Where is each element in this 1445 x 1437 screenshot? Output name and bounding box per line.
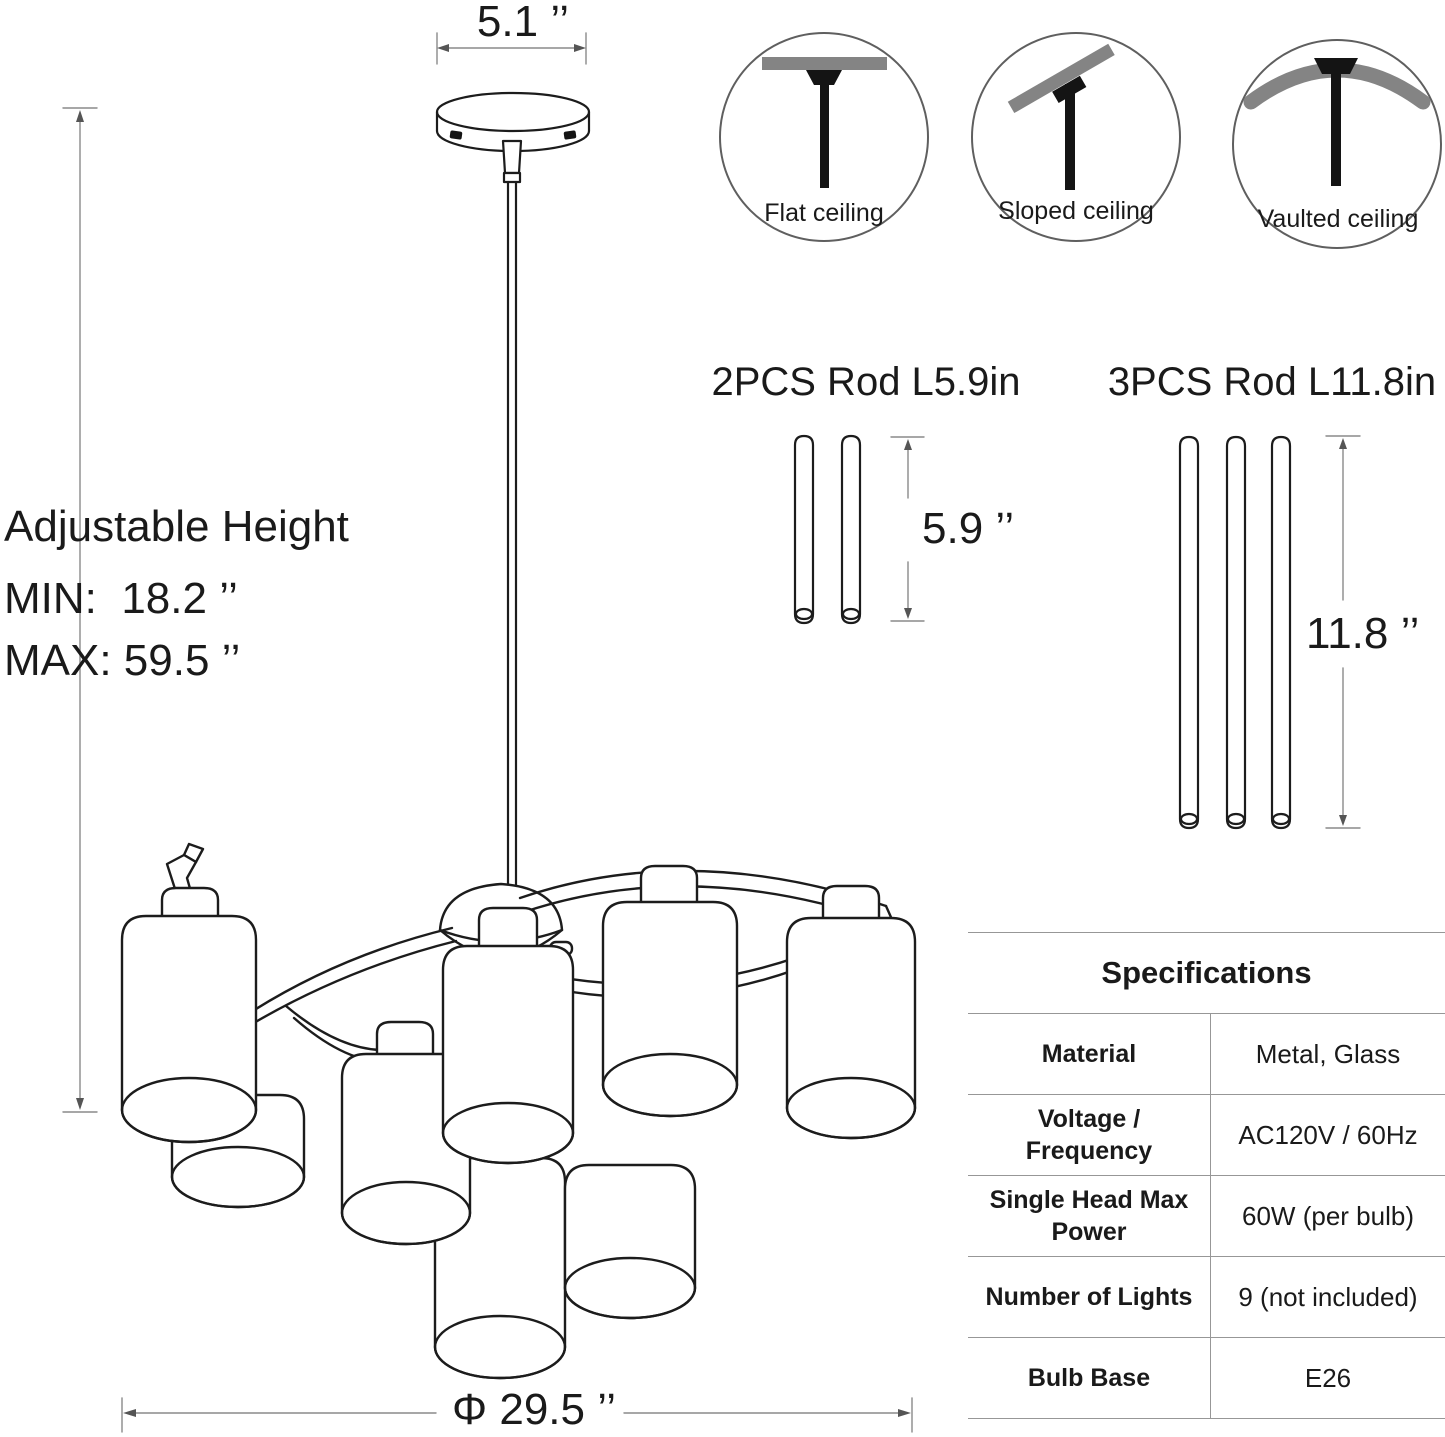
spec-label-material: Material xyxy=(968,1014,1211,1094)
shade-far-left xyxy=(122,844,256,1142)
diameter-label: Φ 29.5 ’’ xyxy=(452,1385,616,1434)
table-row xyxy=(968,1014,1445,1095)
table-row xyxy=(968,1257,1445,1338)
spec-value-voltage: AC120V / 60Hz xyxy=(1238,1119,1418,1150)
spec-label-number-of-lights: Number of Lights xyxy=(968,1257,1211,1337)
table-row xyxy=(968,1338,1445,1419)
specifications-table xyxy=(968,932,1445,1419)
shade-upper-right xyxy=(603,866,737,1116)
min-height-label: MIN: 18.2 ’’ xyxy=(4,574,238,623)
canopy-drawing xyxy=(437,93,589,182)
chandelier-drawing xyxy=(122,844,915,1378)
spec-value-number-of-lights: 9 (not included) xyxy=(1238,1281,1418,1312)
table-row xyxy=(968,1095,1445,1176)
spec-label-bulb-base: Bulb Base xyxy=(968,1338,1211,1418)
spec-label-voltage: Voltage / Frequency xyxy=(968,1095,1211,1175)
flat-ceiling-label: Flat ceiling xyxy=(764,199,884,227)
spec-value-bulb-base: E26 xyxy=(1304,1362,1352,1393)
rod-short-dimension xyxy=(891,437,924,621)
rod-short-drawing xyxy=(795,436,860,623)
rod-long-title: 3PCS Rod L11.8in xyxy=(1107,360,1437,404)
canopy-width-label: 5.1 ’’ xyxy=(476,0,570,46)
hanging-rod-drawing xyxy=(508,182,516,890)
specifications-title: Specifications xyxy=(968,932,1445,1014)
sloped-ceiling-label: Sloped ceiling xyxy=(998,197,1154,225)
max-height-label: MAX: 59.5 ’’ xyxy=(4,636,241,685)
vaulted-ceiling-label: Vaulted ceiling xyxy=(1257,205,1419,233)
shade-center xyxy=(443,908,573,1163)
shade-lower-right xyxy=(565,1165,695,1318)
table-row xyxy=(968,1176,1445,1257)
rod-long-length-label: 11.8 ’’ xyxy=(1306,609,1420,658)
rod-short-title: 2PCS Rod L5.9in xyxy=(711,360,1021,404)
rod-short-length-label: 5.9 ’’ xyxy=(922,504,1015,553)
adjustable-height-title: Adjustable Height xyxy=(4,502,349,551)
spec-value-max-power: 60W (per bulb) xyxy=(1242,1200,1414,1231)
rod-long-drawing xyxy=(1180,437,1290,828)
spec-value-material: Metal, Glass xyxy=(1255,1038,1401,1069)
spec-label-max-power: Single Head Max Power xyxy=(968,1176,1211,1256)
shade-far-right xyxy=(787,886,915,1138)
